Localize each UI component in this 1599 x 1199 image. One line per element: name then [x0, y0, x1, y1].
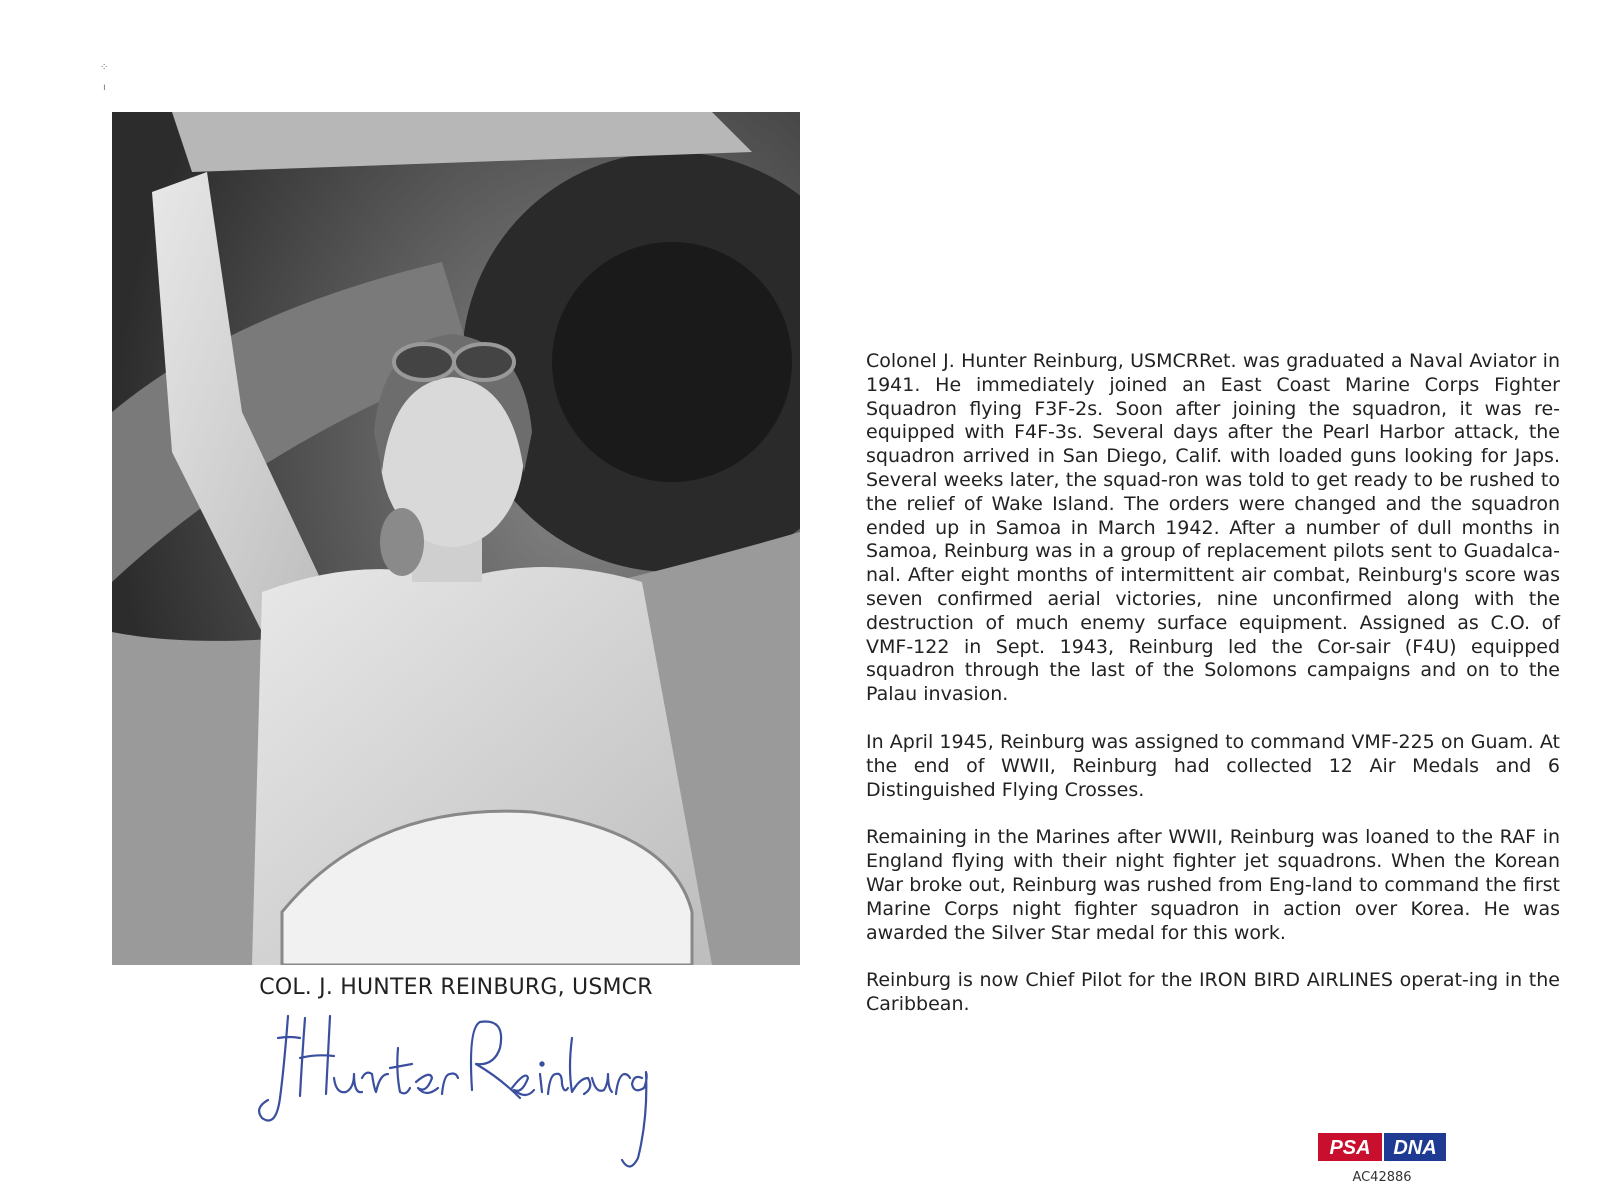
pilot-photo: [112, 112, 800, 965]
scan-speck: ⁘: [100, 62, 109, 73]
psa-logo-text: PSA: [1329, 1137, 1371, 1159]
certificate-number: AC42886: [1352, 1170, 1412, 1185]
bio-paragraph: In April 1945, Reinburg was assigned to command VMF-225 on Guam. At the end of WWII, Reinburg had collected 12 Air Medals and 6 Distinguished Flying Crosses.: [866, 730, 1560, 801]
scan-speck: ı: [103, 82, 106, 93]
biography: [866, 350, 1560, 1041]
photo-caption: COL. J. HUNTER REINBURG, USMCR: [259, 975, 653, 1000]
engine-hub-inner: [552, 242, 792, 482]
bio-paragraph: Colonel J. Hunter Reinburg, USMCRRet. was graduated a Naval Aviator in 1941. He immediately joined an East Coast Marine Corps Fighter Squadron flying F3F-2s. Soon after joining the squadron, it was re-equipped with F4F-3s. Several days after the Pearl Harbor attack, the squadron arrived in San Diego, Calif. with loaded guns looking for Japs. Several weeks later, the squad-ron was told to get ready to be rushed to the relief of Wake Island. The orders were changed and the squadron ended up in Samoa in March 1942. After a number of dull months in Samoa, Reinburg was in a group of replacement pilots sent to Guadalca-nal. After eight months of intermittent air combat, Reinburg's score was seven confirmed aerial victories, nine unconfirmed along with the destruction of much enemy surface equipment. Assigned as C.O. of VMF-122 in Sept. 1943, Reinburg led the Cor-sair (F4U) equipped squadron through the last of the Solomons campaigns and on to the Palau invasion.: [866, 350, 1560, 706]
pilot-photo-illustration: [112, 112, 800, 965]
bio-paragraph: Remaining in the Marines after WWII, Reinburg was loaned to the RAF in England flying with their night fighter jet squadrons. When the Korean War broke out, Reinburg was rushed from Eng-land to command the first Marine Corps night fighter squadron in action over Korea. He was awarded the Silver Star medal for this work.: [866, 826, 1560, 944]
goggle-left: [394, 344, 454, 380]
earpiece: [380, 508, 424, 576]
bio-paragraph: Reinburg is now Chief Pilot for the IRON BIRD AIRLINES operat-ing in the Caribbean.: [866, 969, 1560, 1016]
handwritten-signature: [250, 1008, 670, 1178]
goggle-right: [454, 344, 514, 380]
psa-dna-logo: [1318, 1133, 1446, 1161]
dna-logo-text: DNA: [1393, 1137, 1437, 1159]
